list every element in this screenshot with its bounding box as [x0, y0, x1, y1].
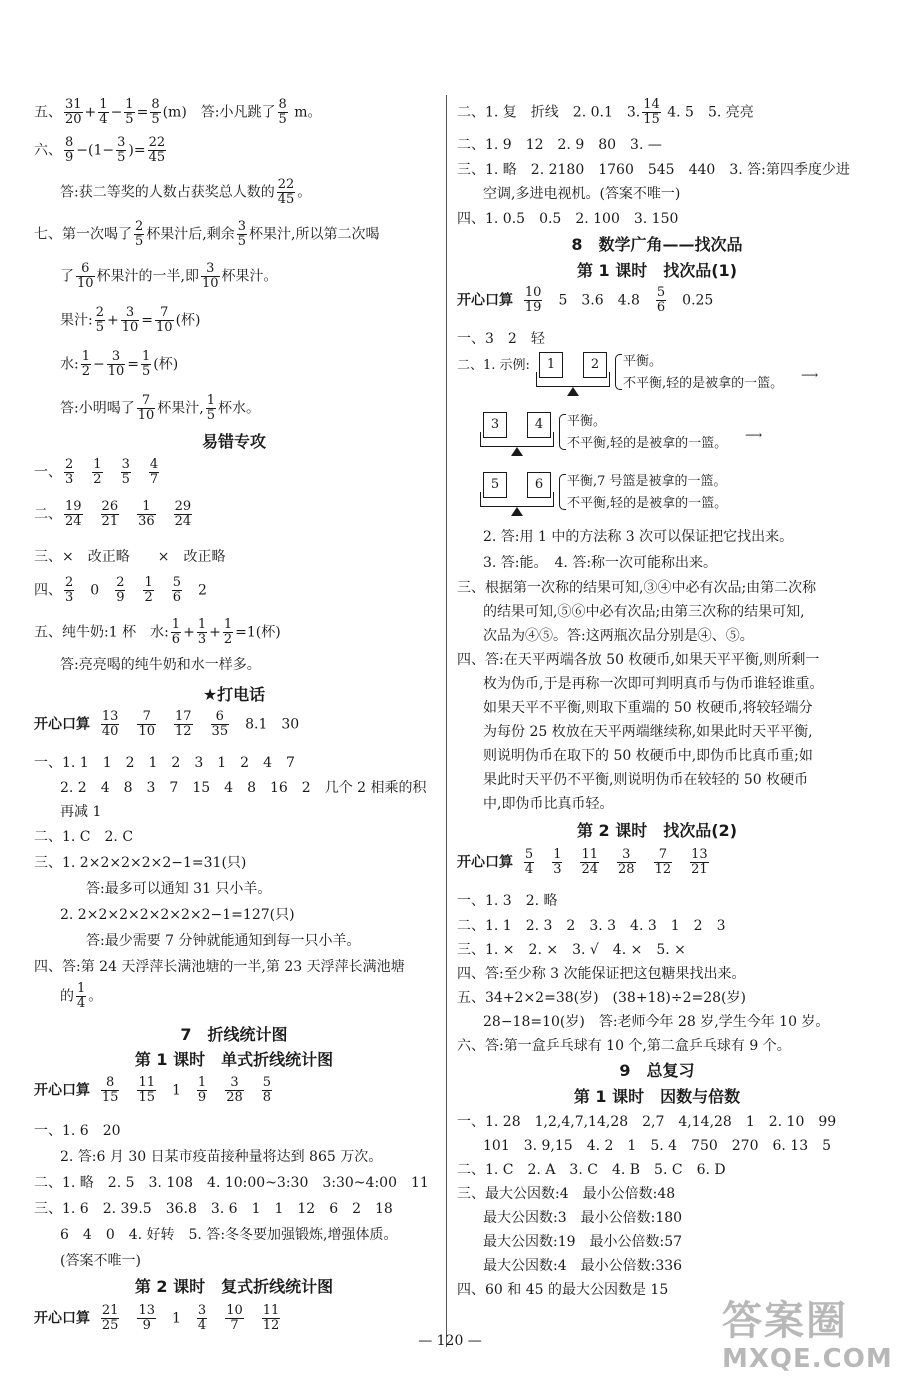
answer-line: 一、1. 3 2. 略 [457, 893, 558, 909]
answer-line: 一、3 2 轻 [457, 331, 545, 347]
answer-line: 最大公因数:19 最小公倍数:57 [483, 1234, 683, 1250]
balance-diagram: 3 4 平衡。 不平衡,轻的是被拿的一篮。 ⟶ [457, 412, 857, 464]
answer-line: 枚为伪币,于是再称一次即可判明真币与伪币谁轻谁重。 [483, 676, 824, 692]
balance-arm [480, 432, 481, 446]
fraction: $\frac{3}{5}$ [117, 135, 126, 165]
fraction: $\frac{26}{21}$ [101, 499, 119, 529]
fraction: $\frac{1}{2}$ [81, 349, 90, 379]
arrow-right-icon: ⟶ [801, 368, 819, 382]
answer-line: 最大公因数:3 最小公倍数:180 [483, 1210, 683, 1226]
lesson-heading: 第 2 课时 找次品(2) [576, 821, 738, 840]
fraction: $\frac{1}{5}$ [142, 349, 151, 379]
fraction: $\frac{13}{9}$ [138, 1303, 155, 1333]
lesson-heading: 第 2 课时 复式折线统计图 [134, 1277, 334, 1296]
answer-line: 空调,多进电视机。(答案不唯一) [483, 186, 681, 202]
fraction: $\frac{13}{40}$ [101, 709, 119, 739]
fraction: $\frac{11}{15}$ [138, 1075, 155, 1105]
fraction: $\frac{22}{45}$ [277, 177, 295, 207]
answer-line: 四、1. 0.5 0.5 2. 100 3. 150 [457, 211, 679, 227]
lesson-heading: 第 1 课时 因数与倍数 [573, 1087, 741, 1106]
fraction: $\frac{2}{5}$ [135, 219, 144, 249]
answer-line: 答:最少需要 7 分钟就能通知到每一只小羊。 [86, 933, 361, 949]
balance-arm [609, 372, 610, 386]
brace [559, 414, 566, 450]
answer-line: 一、 $\frac{2}{3}$ $\frac{1}{2}$ $\frac{3}{5}$ $\frac{4}{7}$ [34, 457, 159, 487]
answer-line: 28−18=10(岁) 答:老师今年 28 岁,学生今年 10 岁。 [483, 1014, 830, 1030]
answer-line: 答:小明喝了 $\frac{7}{10}$ 杯果汁, $\frac{1}{5}$ 杯水。 [60, 393, 260, 423]
left-column [34, 98, 434, 1344]
answer-line: 三、1. 2×2×2×2×2−1=31(只) [34, 855, 247, 871]
fraction: $\frac{3}{28}$ [226, 1075, 243, 1105]
basket-box: 1 [539, 352, 563, 378]
answer-line: 了 $\frac{6}{10}$ 杯果汁的一半,即 $\frac{3}{10}$ 杯果汁。 [60, 261, 278, 291]
fraction: $\frac{5}{6}$ [172, 575, 182, 605]
balance-diagram: 二、1. 示例: 1 2 平衡。 不平衡,轻的是被拿的一篮。 ⟶ [457, 352, 857, 404]
answer-line: 三、根据第一次称的结果可知,③④中必有次品;由第二次称 [457, 580, 817, 596]
fraction: $\frac{7}{10}$ [156, 305, 173, 335]
answer-line: 二、1. C 2. C [34, 829, 134, 845]
fraction: $\frac{1}{36}$ [138, 499, 155, 529]
fraction: $\frac{4}{7}$ [149, 457, 159, 487]
fraction: $\frac{6}{10}$ [77, 261, 94, 291]
answer-line: 2. 2×2×2×2×2×2×2−1=127(只) [60, 907, 295, 923]
answer-line: 2. 2 4 8 3 7 15 4 8 16 2 几个 2 相乘的积 [60, 780, 427, 796]
fraction: $\frac{1}{4}$ [77, 981, 86, 1011]
fulcrum-icon [511, 447, 523, 456]
right-column [457, 98, 857, 1302]
basket-box: 5 [483, 472, 507, 498]
answer-line: 果此时天平仍不平衡,则说明伪币在较轻的 50 枚硬币 [483, 772, 809, 788]
answer-line: 开心口算 $\frac{10}{19}$ 5 3.6 4.8 $\frac{5}{6}$ 0.25 [457, 285, 714, 315]
answer-line: 四、60 和 45 的最大公因数是 15 [457, 1282, 669, 1298]
fraction: $\frac{6}{35}$ [211, 709, 229, 739]
fraction: $\frac{3}{28}$ [618, 847, 635, 877]
answer-line: 开心口算 $\frac{8}{15}$ $\frac{11}{15}$ 1 $\frac{1}{9}$ $\frac{3}{28}$ $\frac{5}{8}$ [34, 1075, 272, 1105]
basket-box: 3 [483, 412, 507, 438]
basket-box: 2 [583, 352, 607, 378]
balance-arm [553, 492, 554, 506]
fraction: $\frac{1}{5}$ [206, 393, 215, 423]
fraction: $\frac{21}{25}$ [101, 1303, 119, 1333]
answer-line: 果汁: $\frac{2}{5}$ + $\frac{3}{10}$ = $\frac{7}{10}$ (杯) [60, 305, 201, 335]
fraction: $\frac{1}{2}$ [93, 457, 102, 487]
balance-diagram: 5 6 平衡,7 号篮是被拿的一篮。 不平衡,轻的是被拿的一篮。 [457, 472, 857, 524]
chapter-heading: 7 折线统计图 [180, 1025, 288, 1044]
answer-line: 开心口算 $\frac{5}{4}$ $\frac{1}{3}$ $\frac{11}{24}$ $\frac{3}{28}$ $\frac{7}{12}$ $\frac{13}{21}$ [457, 847, 708, 877]
fraction: $\frac{8}{9}$ [65, 135, 74, 165]
fraction: $\frac{3}{4}$ [197, 1303, 207, 1333]
page-number: — 120 — [418, 1333, 482, 1349]
arrow-right-icon: ⟶ [745, 428, 763, 442]
fraction: $\frac{1}{6}$ [171, 617, 181, 647]
answer-line: 6 4 0 4. 好转 5. 答:冬冬要加强锻炼,增强体质。 [60, 1227, 398, 1243]
answer-line: 为每份 25 枚放在天平两端继续称,如果此时天平平衡, [483, 724, 813, 740]
fraction: $\frac{1}{2}$ [223, 617, 233, 647]
answer-line: 五、纯牛奶:1 杯 水: $\frac{1}{6}$ + $\frac{1}{3}$ + $\frac{1}{2}$ =1(杯) [34, 617, 281, 647]
answer-line: 开心口算 $\frac{13}{40}$ $\frac{7}{10}$ $\frac{17}{12}$ $\frac{6}{35}$ 8.1 30 [34, 709, 300, 739]
answer-line: 四、 $\frac{2}{3}$ 0 $\frac{2}{9}$ $\frac{1}{2}$ $\frac{5}{6}$ 2 [34, 575, 207, 605]
fraction: $\frac{7}{10}$ [138, 709, 155, 739]
answer-line: 七、第一次喝了 $\frac{2}{5}$ 杯果汁后,剩余 $\frac{3}{5}$ 杯果汁,所以第二次喝 [34, 219, 380, 249]
fraction: $\frac{31}{20}$ [65, 97, 82, 127]
answer-line: 五、 $\frac{31}{20}$ + $\frac{1}{4}$ − $\frac{1}{5}$ = $\frac{8}{5}$ (m) 答:小凡跳了 $\frac{8}{5}$ m。 [34, 97, 322, 127]
answer-line: 六、 $\frac{8}{9}$ −(1− $\frac{3}{5}$ )= $\frac{22}{45}$ [34, 135, 166, 165]
fraction: $\frac{3}{5}$ [121, 457, 130, 487]
fraction: $\frac{8}{5}$ [278, 97, 287, 127]
chapter-heading: 9 总复习 [619, 1061, 695, 1080]
answer-line: 如果天平不平衡,则取下重端的 50 枚硬币,将较轻端分 [483, 700, 813, 716]
fraction: $\frac{2}{3}$ [65, 457, 74, 487]
answer-line: 五、34+2×2=38(岁) (38+18)÷2=28(岁) [457, 990, 746, 1006]
answer-line: 的结果可知,⑤⑥中必有次品;由第三次称的结果可知, [483, 604, 805, 620]
fraction: $\frac{13}{21}$ [691, 847, 708, 877]
answer-line: 2. 答:用 1 中的方法称 3 次可以保证把它找出来。 [483, 529, 794, 545]
answer-line: 三、× 改正略 × 改正略 [34, 549, 226, 565]
answer-line: 四、答:第 24 天浮萍长满池塘的一半,第 23 天浮萍长满池塘 [34, 959, 405, 975]
section-heading: ★打电话 [202, 685, 266, 704]
answer-line: 三、1. 6 2. 39.5 36.8 3. 6 1 1 12 6 2 18 [34, 1201, 393, 1217]
fraction: $\frac{14}{15}$ [643, 97, 660, 127]
answer-line: 一、1. 28 1,2,4,7,14,28 2,7 4,14,28 1 2. 10 99 [457, 1114, 837, 1130]
fraction: $\frac{8}{5}$ [151, 97, 160, 127]
answer-line: 答:亮亮喝的纯牛奶和水一样多。 [60, 657, 261, 673]
brace [559, 474, 566, 510]
answer-line: 二、1. 9 12 2. 9 80 3. — [457, 137, 662, 153]
fraction: $\frac{2}{3}$ [65, 575, 74, 605]
fraction: $\frac{5}{6}$ [656, 285, 666, 315]
fraction: $\frac{3}{10}$ [121, 305, 139, 335]
fraction: $\frac{1}{5}$ [125, 97, 134, 127]
fraction: $\frac{1}{9}$ [197, 1075, 207, 1105]
fraction: $\frac{8}{15}$ [101, 1075, 119, 1105]
fraction: $\frac{29}{24}$ [174, 499, 192, 529]
fraction: $\frac{22}{45}$ [148, 135, 166, 165]
fraction: $\frac{19}{24}$ [65, 499, 82, 529]
balance-arm [536, 372, 537, 386]
fulcrum-icon [511, 507, 523, 516]
answer-line: 3. 答:能。 4. 答:称一次可能称出来。 [483, 555, 718, 571]
answer-line: 四、答:至少称 3 次能保证把这包糖果找出来。 [457, 966, 746, 982]
answer-line: 三、最大公因数:4 最小公倍数:48 [457, 1186, 676, 1202]
answer-line: 答:获二等奖的人数占获奖总人数的 $\frac{22}{45}$ 。 [60, 177, 312, 207]
answer-line: 2. 答:6 月 30 日某市疫苗接种量将达到 865 万次。 [60, 1149, 383, 1165]
column-divider [446, 95, 447, 1347]
fulcrum-icon [567, 387, 579, 396]
answer-line: (答案不唯一) [60, 1253, 141, 1269]
answer-line: 答:最多可以通知 31 只小羊。 [86, 881, 272, 897]
answer-line: 四、答:在天平两端各放 50 枚硬币,如果天平平衡,则所剩一 [457, 652, 820, 668]
answer-line: 则说明伪币在取下的 50 枚硬币中,即伪币比真币重;如 [483, 748, 813, 764]
fraction: $\frac{1}{3}$ [553, 847, 562, 877]
balance-arm [553, 432, 554, 446]
fraction: $\frac{3}{10}$ [202, 261, 219, 291]
lesson-heading: 第 1 课时 找次品(1) [576, 261, 738, 280]
answer-line: 六、答:第一盒乒乓球有 10 个,第二盒乒乓球有 9 个。 [457, 1038, 791, 1054]
answer-line: 次品为④⑤。答:这两瓶次品分别是④、⑤。 [483, 628, 754, 644]
answer-line: 二、 $\frac{19}{24}$ $\frac{26}{21}$ $\frac{1}{36}$ $\frac{29}{24}$ [34, 499, 192, 529]
fraction: $\frac{1}{2}$ [144, 575, 153, 605]
fraction: $\frac{1}{4}$ [99, 97, 108, 127]
answer-line: 三、1. 略 2. 2180 1760 545 440 3. 答:第四季度少进 [457, 162, 850, 178]
watermark-logo: 答案圈 MXQE.COM [722, 1298, 893, 1374]
answer-line: 水: $\frac{1}{2}$ − $\frac{3}{10}$ = $\frac{1}{5}$ (杯) [60, 349, 179, 379]
fraction: $\frac{5}{4}$ [524, 847, 534, 877]
section-heading: 易错专攻 [201, 432, 266, 451]
fraction: $\frac{2}{5}$ [95, 305, 104, 335]
fraction: $\frac{11}{12}$ [262, 1303, 280, 1333]
fraction: $\frac{3}{5}$ [237, 219, 247, 249]
fraction: $\frac{7}{12}$ [654, 847, 672, 877]
answer-line: 三、1. × 2. × 3. √ 4. × 5. × [457, 942, 686, 958]
answer-line: 开心口算 $\frac{21}{25}$ $\frac{13}{9}$ 1 $\frac{3}{4}$ $\frac{10}{7}$ $\frac{11}{12}$ [34, 1303, 280, 1333]
answer-line: 二、1. 1 2. 3 2 3. 3 4. 3 1 2 3 [457, 918, 726, 934]
lesson-heading: 第 1 课时 单式折线统计图 [134, 1050, 334, 1069]
balance-arm [480, 492, 481, 506]
answer-line: 二、1. 略 2. 5 3. 108 4. 10:00~3:30 3:30~4:00 11 [34, 1175, 429, 1191]
basket-box: 6 [527, 472, 551, 498]
answer-line: 一、1. 6 20 [34, 1123, 121, 1139]
chapter-heading: 8 数学广角——找次品 [571, 235, 743, 254]
fraction: $\frac{10}{7}$ [226, 1303, 243, 1333]
answer-line: 101 3. 9,15 4. 2 1 5. 4 750 270 6. 13 5 [483, 1138, 832, 1154]
fraction: $\frac{1}{3}$ [197, 617, 207, 647]
answer-line: 二、1. C 2. A 3. C 4. B 5. C 6. D [457, 1162, 726, 1178]
fraction: $\frac{7}{10}$ [137, 393, 155, 423]
basket-box: 4 [527, 412, 551, 438]
answer-line: 一、1. 1 1 2 1 2 3 1 2 4 7 [34, 755, 295, 771]
answer-line: 最大公因数:4 最小公倍数:336 [483, 1258, 683, 1274]
fraction: $\frac{10}{19}$ [524, 285, 542, 315]
fraction: $\frac{5}{8}$ [262, 1075, 272, 1105]
fraction: $\frac{3}{10}$ [107, 349, 125, 379]
fraction: $\frac{2}{9}$ [116, 575, 125, 605]
answer-line: 中,即伪币比真币轻。 [483, 796, 614, 812]
answer-line: 二、1. 复 折线 2. 0.1 3. $\frac{14}{15}$ 4. 5 5. 亮亮 [457, 97, 754, 127]
brace [615, 354, 622, 390]
fraction: $\frac{17}{12}$ [175, 709, 192, 739]
answer-line: 的 $\frac{1}{4}$ 。 [60, 981, 103, 1011]
answer-line: 再减 1 [60, 804, 102, 820]
fraction: $\frac{11}{24}$ [581, 847, 599, 877]
